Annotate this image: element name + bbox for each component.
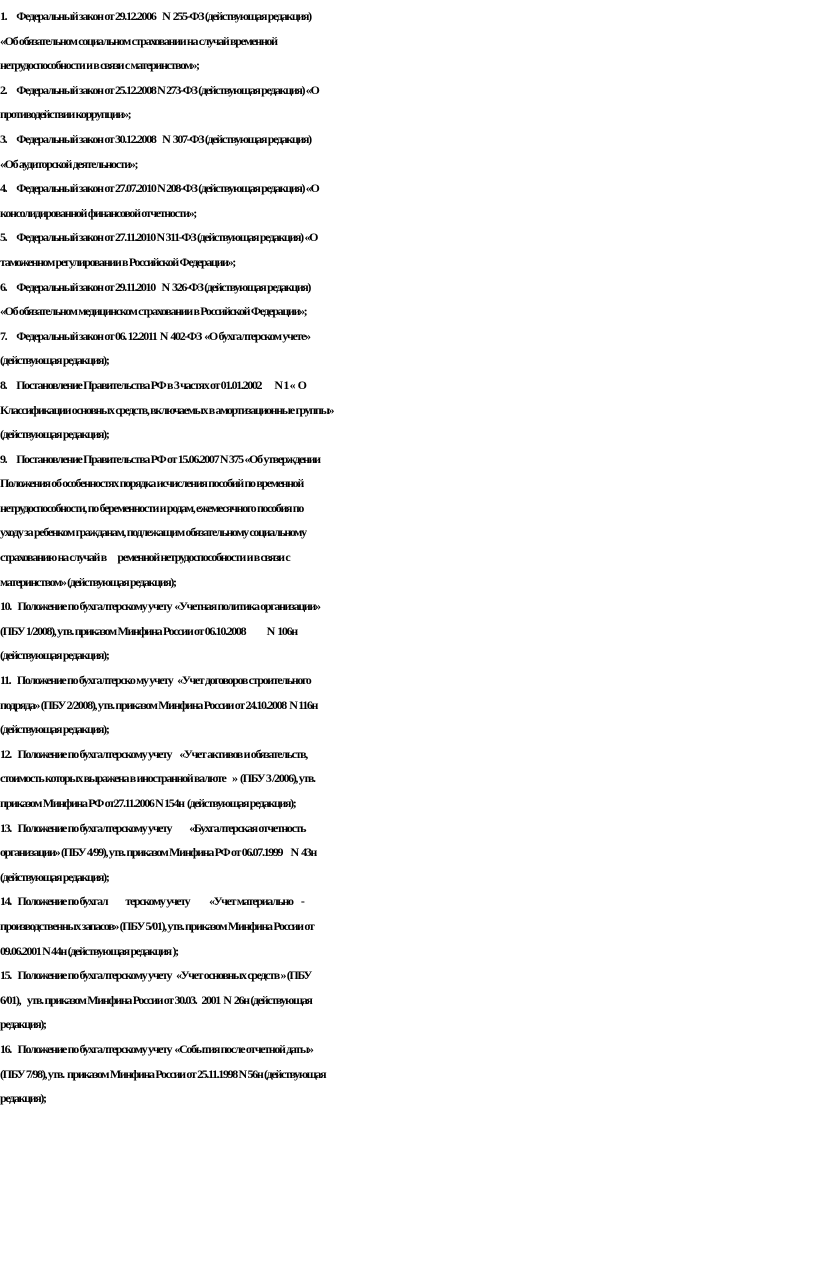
item-8-line-3: (действующая редакция); bbox=[0, 427, 109, 442]
list-item-12 bbox=[0, 742, 816, 816]
item-2-line-2: противодействии коррупции»; bbox=[0, 107, 131, 122]
list-item-11 bbox=[0, 668, 816, 742]
item-4-line-1: 4. Федеральный закон от 27.07.2010 N 208-ФЗ (действующая редакция) «О bbox=[0, 181, 319, 196]
list-item-2 bbox=[0, 78, 816, 127]
item-16-line-3: редакция); bbox=[0, 1091, 46, 1106]
list-item-9 bbox=[0, 447, 816, 595]
item-10-line-1: 10. Положение по бухгалтерскому учету «Учетная политика организации» bbox=[0, 599, 320, 614]
item-11-line-3: (действующая редакция); bbox=[0, 722, 109, 737]
item-8-line-2: Классификации основных средств, включаемых в амортизационные группы» bbox=[0, 402, 334, 417]
list-item-1 bbox=[0, 4, 816, 78]
item-9-line-3: нетрудоспособности, по беременности и родам, ежемесячного пособия по bbox=[0, 500, 304, 515]
item-10-line-2: (ПБУ 1/2008), утв. приказом Минфина России от 06.10.2008 N 106н bbox=[0, 623, 297, 638]
item-13-line-2: организации» (ПБУ 4/99), утв. приказом Минфина РФ от 06.07.1999 N 43н bbox=[0, 845, 316, 860]
item-13-line-3: (действующая редакция); bbox=[0, 869, 109, 884]
item-7-line-2: (действующая редакция); bbox=[0, 353, 109, 368]
item-16-line-1: 16. Положение по бухгалтерскому учету «События после отчетной даты» bbox=[0, 1041, 313, 1056]
list-item-8 bbox=[0, 373, 816, 447]
item-9-line-5: страхованию на случай в ременной нетрудоспособности и в связи с bbox=[0, 550, 290, 565]
list-item-6 bbox=[0, 275, 816, 324]
item-9-line-6: материнством» (действующая редакция); bbox=[0, 574, 176, 589]
item-8-line-1: 8. Постановление Правительства РФ в 3 частях от 01.01.2002 N 1 « О bbox=[0, 377, 306, 392]
item-5-line-1: 5. Федеральный закон от 27.11.2010 N 311-ФЗ (действующая редакция) «О bbox=[0, 230, 318, 245]
item-14-line-2: производственных запасов» (ПБУ 5/01), утв. приказом Минфина России от bbox=[0, 918, 314, 933]
item-1-line-2: «Об обязательном социальном страховании на случай временной bbox=[0, 33, 277, 48]
list-item-10 bbox=[0, 594, 816, 668]
item-15-line-3: редакция); bbox=[0, 1017, 46, 1032]
item-15-line-2: 6/01), утв. приказом Минфина России от 30.03. 2001 N 26н (действующая bbox=[0, 992, 312, 1007]
item-9-line-4: уходу за ребенком гражданам, подлежащим обязательному социальному bbox=[0, 525, 306, 540]
item-9-line-2: Положения об особенностях порядка исчисления пособий по временной bbox=[0, 476, 303, 491]
list-item-13 bbox=[0, 816, 816, 890]
list-item-14 bbox=[0, 889, 816, 963]
item-1-line-1: 1. Федеральный закон от 29.12.2006 N 255-ФЗ (действующая редакция) bbox=[0, 9, 311, 23]
item-7-line-1: 7. Федеральный закон от 06. 12.2011 N 402-ФЗ «О бухгалтерском учете» bbox=[0, 328, 310, 343]
item-15-line-1: 15. Положение по бухгалтерскому учету «Учет основных средств » (ПБУ bbox=[0, 968, 312, 983]
list-item-15 bbox=[0, 963, 816, 1037]
item-13-line-1: 13. Положение по бухгалтерскому учету «Бухгалтерская отчетность bbox=[0, 820, 306, 835]
list-item-16 bbox=[0, 1037, 816, 1111]
item-11-line-2: подряда» (ПБУ 2/2008), утв. приказом Минфина России от 24.10.2008 N 116н bbox=[0, 697, 318, 712]
item-5-line-2: таможенном регулировании в Российской Федерации»; bbox=[0, 254, 235, 269]
item-6-line-1: 6. Федеральный закон от 29.11.2010 N 326-ФЗ (действующая редакция) bbox=[0, 279, 311, 294]
item-9-line-1: 9. Постановление Правительства РФ от 15.06.2007 N 375 «Об утверждении bbox=[0, 451, 320, 466]
item-12-line-2: стоимость которых выражена в иностранной валюте » (ПБУ 3 /2006), утв. bbox=[0, 771, 315, 786]
item-6-line-2: «Об обязательном медицинском страховании в Российской Федерации»; bbox=[0, 304, 307, 319]
list-item-4 bbox=[0, 176, 816, 225]
item-12-line-1: 12. Положение по бухгалтерскому учету «Учет активов и обязательств, bbox=[0, 746, 307, 761]
item-16-line-2: (ПБУ 7/98), утв. приказом Минфина России от 25.11.1998 N 56н (действующая bbox=[0, 1066, 326, 1081]
list-item-5 bbox=[0, 225, 816, 274]
item-12-line-3: приказом Минфина РФ от27.11.2006 N 154н (действующая редакция); bbox=[0, 796, 296, 810]
list-item-7 bbox=[0, 324, 816, 373]
item-4-line-2: консолидированной финансовой отчетности»; bbox=[0, 205, 196, 220]
item-11-line-1: 11. Положение по бухгалтерско му учету «Учет договоров строительного bbox=[0, 673, 311, 688]
item-3-line-2: «Об аудиторской деятельности»; bbox=[0, 156, 138, 171]
list-item-3 bbox=[0, 127, 816, 176]
item-14-line-3: 09.06.2001 N 44н (действующая редакция ); bbox=[0, 943, 178, 958]
item-3-line-1: 3. Федеральный закон от 30.12.2008 N 307-ФЗ (действующая редакция) bbox=[0, 131, 311, 146]
item-14-line-1: 14. Положение по бухгал терскому учету «Учет материально - bbox=[0, 894, 304, 909]
item-2-line-1: 2. Федеральный закон от 25.12.2008 N 273-ФЗ (действующая редакция) «О bbox=[0, 82, 319, 97]
item-1-line-3: нетрудоспособности и в связи с материнством»; bbox=[0, 58, 199, 73]
item-10-line-3: (действующая редакция); bbox=[0, 648, 109, 663]
